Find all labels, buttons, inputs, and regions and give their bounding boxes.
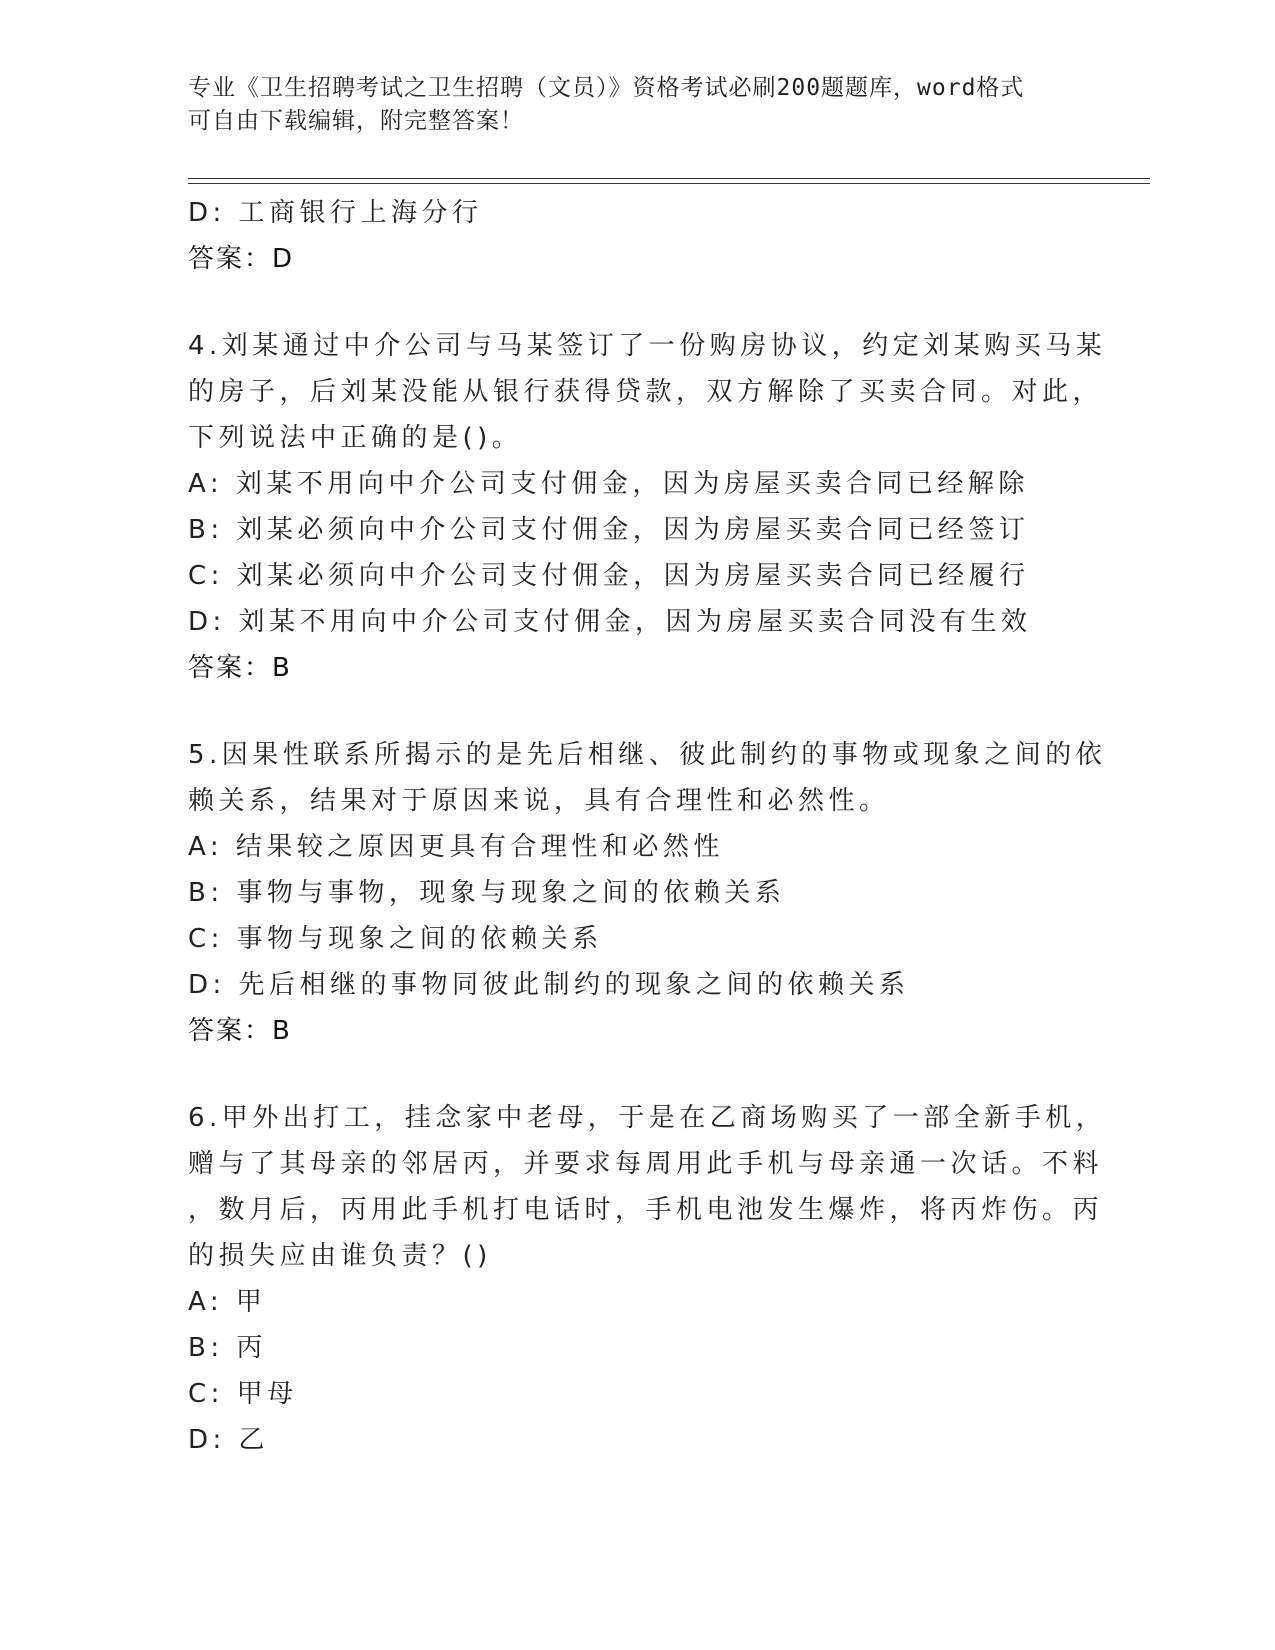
option-c: C: 刘某必须向中介公司支付佣金，因为房屋买卖合同已经履行: [188, 561, 1030, 591]
option-c: C: 事物与现象之间的依赖关系: [188, 924, 603, 954]
question-stem-line: 的损失应由谁负责？(): [188, 1241, 492, 1271]
question-4: [188, 323, 1107, 691]
question-6: [188, 1095, 1107, 1463]
question-stem-line: 下列说法中正确的是()。: [188, 423, 523, 453]
question-stem-line: 赖关系，结果对于原因来说，具有合理性和必然性。: [188, 786, 890, 816]
question-stem-line: 5.因果性联系所揭示的是先后相继、彼此制约的事物或现象之间的依: [188, 740, 1107, 770]
option-d: D: 先后相继的事物同彼此制约的现象之间的依赖关系: [188, 970, 910, 1000]
question-5: [188, 732, 1107, 1054]
header-rule-top: [188, 178, 1150, 179]
option-d: D: 乙: [188, 1425, 270, 1455]
answer: 答案：B: [188, 653, 292, 683]
option-b: B: 刘某必须向中介公司支付佣金，因为房屋买卖合同已经签订: [188, 515, 1030, 545]
question-stem-line: 赠与了其母亲的邻居丙，并要求每周用此手机与母亲通一次话。不料: [188, 1149, 1104, 1179]
question-stem-line: 的房子，后刘某没能从银行获得贷款，双方解除了买卖合同。对此，: [188, 377, 1104, 407]
question-stem-line: ，数月后，丙用此手机打电话时，手机电池发生爆炸，将丙炸伤。丙: [188, 1195, 1104, 1225]
answer: 答案：D: [188, 244, 295, 274]
question-stem-line: 6.甲外出打工，挂念家中老母，于是在乙商场购买了一部全新手机，: [188, 1103, 1107, 1133]
option-d: D: 工商银行上海分行: [188, 198, 483, 228]
header-line-2: 可自由下载编辑，附完整答案！: [188, 108, 524, 134]
question-stem-line: 4.刘某通过中介公司与马某签订了一份购房协议，约定刘某购买马某: [188, 331, 1107, 361]
header-rule-bottom: [188, 183, 1150, 184]
option-a: A: 刘某不用向中介公司支付佣金，因为房屋买卖合同已经解除: [188, 469, 1029, 499]
header-line-1: 专业《卫生招聘考试之卫生招聘（文员）》资格考试必刷200题题库，word格式: [188, 75, 1025, 101]
option-b: B: 事物与事物，现象与现象之间的依赖关系: [188, 878, 786, 908]
question-3: [188, 190, 1088, 282]
answer: 答案：B: [188, 1016, 292, 1046]
option-b: B: 丙: [188, 1333, 267, 1363]
question-list: [188, 190, 1107, 1463]
document-header: [188, 72, 1088, 138]
option-a: A: 甲: [188, 1287, 267, 1317]
option-c: C: 甲母: [188, 1379, 298, 1409]
option-a: A: 结果较之原因更具有合理性和必然性: [188, 832, 724, 862]
option-d: D: 刘某不用向中介公司支付佣金，因为房屋买卖合同没有生效: [188, 607, 1032, 637]
